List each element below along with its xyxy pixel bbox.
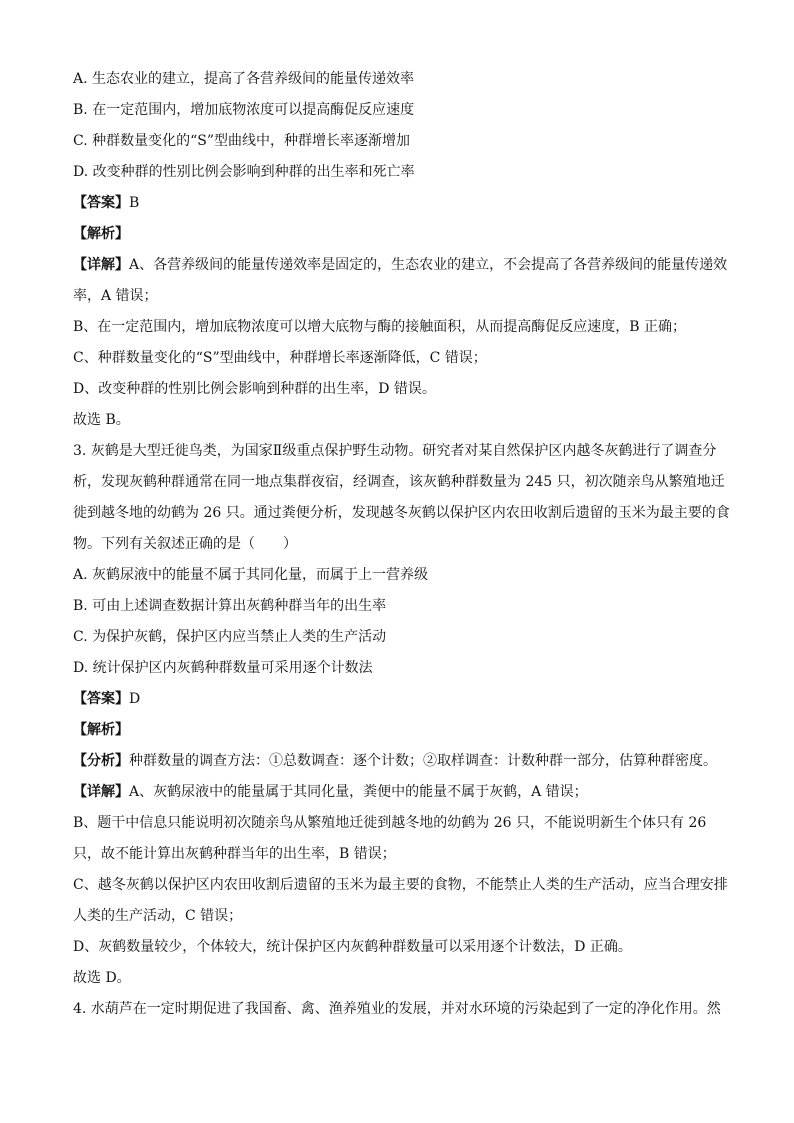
q4-stem: 4. 水葫芦在一定时期促进了我国畜、禽、渔养殖业的发展，并对水环境的污染起到了一定的净化作用。然 (73, 1001, 721, 1017)
q2-detail-label: 【详解】 (73, 257, 129, 273)
q3-detail-d: D、灰鹤数量较少，个体较大，统计保护区内灰鹤种群数量可以采用逐个计数法，D 正确。 (73, 939, 632, 955)
q2-answer-label: 【答案】 (73, 195, 129, 211)
q2-answer-value: B (129, 195, 140, 211)
q2-detail-b: B、在一定范围内，增加底物浓度可以增大底物与酶的接触面积，从而提高酶促反应速度，B 正确； (73, 319, 687, 335)
q2-detail-a-text: A、各营养级间的能量传递效率是固定的，生态农业的建立，不会提高了各营养级间的能量传递效率，A 错误； (73, 257, 728, 304)
q3-fenxi-text: 种群数量的调查方法：①总数调查：逐个计数；②取样调查：计数种群一部分，估算种群密度。 (129, 753, 717, 769)
q3-stem: 3. 灰鹤是大型迁徙鸟类，为国家Ⅱ级重点保护野生动物。研究者对某自然保护区内越冬灰鹤进行了调查分析，发现灰鹤种群通常在同一地点集群夜宿，经调查，该灰鹤种群数量为 245 只，初次随亲鸟从繁殖地迁徙到越冬地的幼鹤为 26 只。通过粪便分析，发现越冬灰鹤以保护区内农田收割后遗留的玉米为最主要的食物。下列有关叙述正确的是（ ） (73, 443, 730, 552)
q2-analysis-label: 【解析】 (73, 226, 129, 242)
q2-analysis-heading (73, 219, 733, 250)
q3-option-b: B. 可由上述调查数据计算出灰鹤种群当年的出生率 (73, 598, 387, 614)
q3-analysis-heading (73, 715, 733, 746)
q3-detail-a-text: A、灰鹤尿液中的能量属于其同化量，粪便中的能量不属于灰鹤，A 错误； (129, 784, 588, 800)
q3-detail-c: C、越冬灰鹤以保护区内农田收割后遗留的玉米为最主要的食物，不能禁止人类的生产活动，应当合理安排人类的生产活动，C 错误； (73, 877, 728, 924)
q2-option-a: A. 生态农业的建立，提高了各营养级间的能量传递效率 (73, 71, 415, 87)
q3-conclusion: 故选 D。 (73, 970, 131, 986)
q2-detail-a (73, 250, 733, 312)
q3-answer (73, 684, 733, 715)
q3-fenxi (73, 746, 733, 777)
q2-answer (73, 188, 733, 219)
q3-answer-label: 【答案】 (73, 691, 129, 707)
page-content (73, 64, 733, 1025)
q3-fenxi-label: 【分析】 (73, 753, 129, 769)
q2-option-d: D. 改变种群的性别比例会影响到种群的出生率和死亡率 (73, 164, 415, 180)
q2-conclusion: 故选 B。 (73, 412, 130, 428)
q3-option-d: D. 统计保护区内灰鹤种群数量可采用逐个计数法 (73, 660, 373, 676)
q2-detail-d: D、改变种群的性别比例会影响到种群的出生率，D 错误。 (73, 381, 436, 397)
q3-detail-b: B、题干中信息只能说明初次随亲鸟从繁殖地迁徙到越冬地的幼鹤为 26 只，不能说明新生个体只有 26 只，故不能计算出灰鹤种群当年的出生率，B 错误； (73, 815, 707, 862)
q3-option-c: C. 为保护灰鹤，保护区内应当禁止人类的生产活动 (73, 629, 387, 645)
q3-detail-a (73, 777, 733, 808)
q3-answer-value: D (129, 691, 141, 707)
q3-analysis-label: 【解析】 (73, 722, 129, 738)
q3-option-a: A. 灰鹤尿液中的能量不属于其同化量，而属于上一营养级 (73, 567, 429, 583)
q2-option-c: C. 种群数量变化的“S”型曲线中，种群增长率逐渐增加 (73, 133, 411, 149)
q2-detail-c: C、种群数量变化的“S”型曲线中，种群增长率逐渐降低，C 错误； (73, 350, 487, 366)
q2-option-b: B. 在一定范围内，增加底物浓度可以提高酶促反应速度 (73, 102, 415, 118)
q3-detail-label: 【详解】 (73, 784, 129, 800)
